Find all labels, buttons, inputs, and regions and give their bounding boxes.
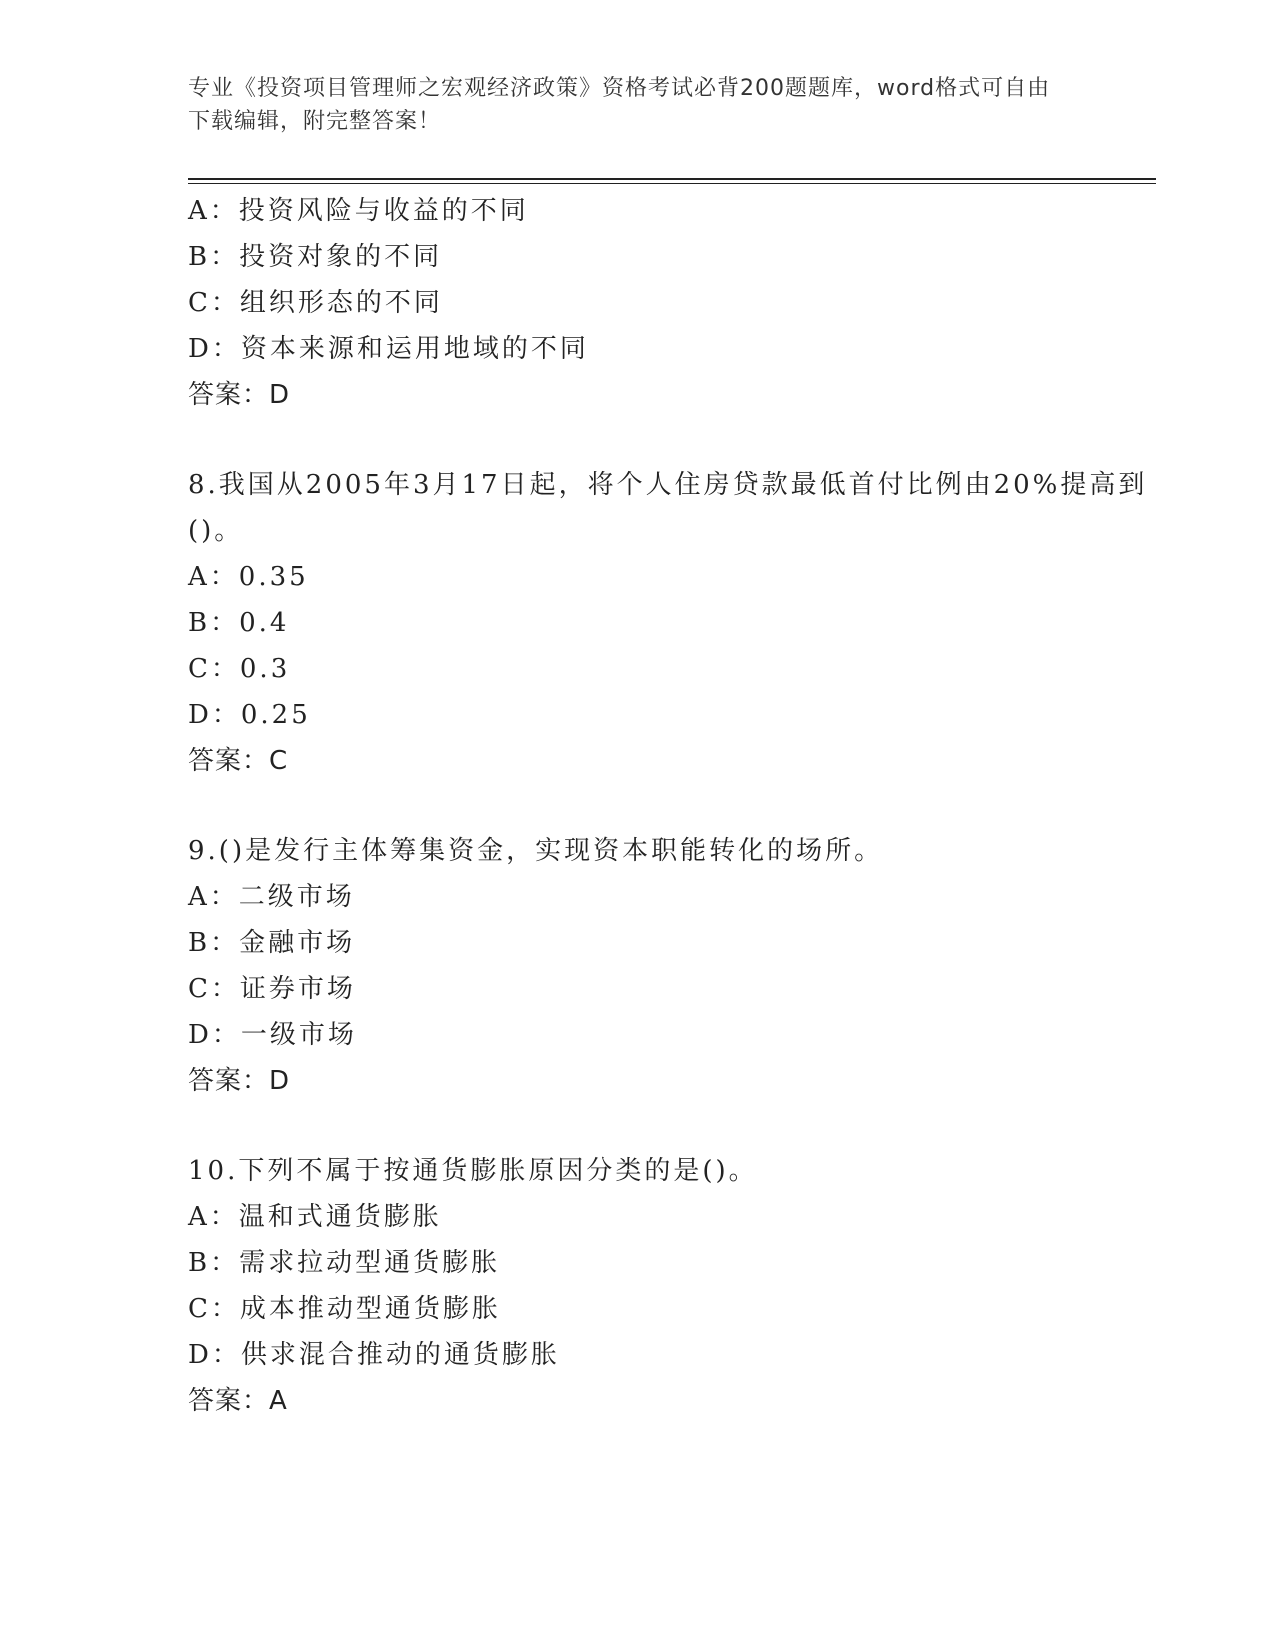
- option-b: B：需求拉动型通货膨胀: [188, 1248, 501, 1278]
- question-7-block: [188, 188, 1148, 418]
- option-a: A：温和式通货膨胀: [188, 1202, 442, 1232]
- question-8-block: [188, 462, 1148, 784]
- document-header: 专业《投资项目管理师之宏观经济政策》资格考试必背200题题库，word格式可自由下载编辑，附完整答案！: [188, 76, 1051, 134]
- answer-line: 答案：A: [188, 1386, 288, 1416]
- header-rule-thick: [188, 178, 1156, 180]
- answer-line: 答案：C: [188, 746, 289, 776]
- header-rule-thin: [188, 183, 1156, 184]
- question-10-block: [188, 1148, 1148, 1424]
- answer-line: 答案：D: [188, 380, 291, 410]
- option-a: A：投资风险与收益的不同: [188, 196, 529, 226]
- question-stem: 9.()是发行主体筹集资金，实现资本职能转化的场所。: [188, 836, 884, 866]
- option-d: D：一级市场: [188, 1020, 357, 1050]
- option-c: C：成本推动型通货膨胀: [188, 1294, 501, 1324]
- question-stem: 10.下列不属于按通货膨胀原因分类的是()。: [188, 1156, 758, 1186]
- option-c: C：0.3: [188, 654, 291, 684]
- option-b: B：金融市场: [188, 928, 356, 958]
- option-c: C：证券市场: [188, 974, 356, 1004]
- option-d: D：0.25: [188, 700, 311, 730]
- question-9-block: [188, 828, 1148, 1104]
- option-b: B：0.4: [188, 608, 290, 638]
- option-b: B：投资对象的不同: [188, 242, 443, 272]
- question-list: [188, 188, 1148, 1424]
- answer-line: 答案：D: [188, 1066, 291, 1096]
- option-d: D：资本来源和运用地域的不同: [188, 334, 589, 364]
- option-a: A：二级市场: [188, 882, 355, 912]
- option-c: C：组织形态的不同: [188, 288, 443, 318]
- option-d: D：供求混合推动的通货膨胀: [188, 1340, 560, 1370]
- question-stem: 8.我国从2005年3月17日起，将个人住房贷款最低首付比例由20%提高到()。: [188, 470, 1148, 546]
- option-a: A：0.35: [188, 562, 309, 592]
